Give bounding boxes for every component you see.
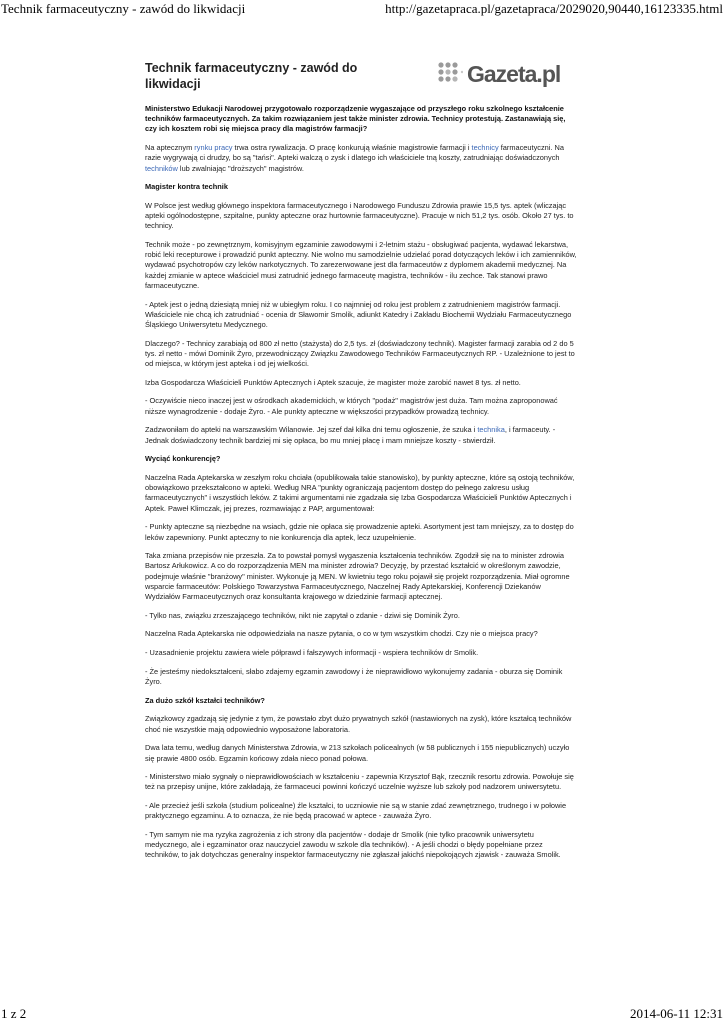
paragraph: Taka zmiana przepisów nie przeszła. Za to powstał pomysł wygaszenia kształcenia techników. Zgodził się na to minister zdrowia Bartosz Arłukowicz. A co do rozporządzenia MEN ma minister zdrowia? Decyzję, by przestać kształcić w określonym zawodzie, podejmuje właśnie "branżowy" minister. Wykonuje ją MEN. W kwietniu tego roku pojawił się projekt rozporządzenia. Miał ogromne wsparcie farmaceutów: Polskiego Towarzystwa Farmaceutycznego, Naczelnej Rady Aptekarskiej, Konferencji Dziekanów Wydziałów Farmaceutycznych oraz konsultanta krajowego w dziedzinie farmacji aptecznej. [145,551,570,602]
paragraph: - Aptek jest o jedną dziesiątą mniej niż w ubiegłym roku. I co najmniej od roku jest problem z zatrudnieniem magistrów farmacji. Właściciele nie chcą ich zatrudniać - ocenia dr Sławomir Smolik, adiunkt Katedry i Zakładu Biochemii Wydziału Farmaceutycznego Śląskiego Uniwersytetu Medycznego. [145,299,572,329]
link-technicy[interactable]: technicy [471,143,499,153]
paragraph: - Tym samym nie ma ryzyka zagrożenia z ich strony dla pacjentów - dodaje dr Smolik (nie tylko pracownik uniwersytetu medycznego, ale i egzaminator oraz nauczyciel zawodu w szkole dla techników). - A jeśli chodzi o błędy popełniane przez techników, to jak dotychczas generalny inspektor farmaceutyczny nie zgłaszał jakichś niepokojących zjawisk - zauważa Smolik. [145,830,561,860]
section-heading: Magister kontra technik [145,182,228,192]
print-datetime: 2014-06-11 12:31 [629,1006,723,1021]
section-heading: Za dużo szkół kształci techników? [145,695,265,705]
paragraph: Związkowcy zgadzają się jedynie z tym, że powstało zbyt dużo prywatnych szkół (nastawionych na zysk), które kształcą techników choć nie wszystkie mają odpowiednio wyposażone laboratoria. [145,714,572,734]
print-header [0,0,724,20]
print-header-url: http://gazetapraca.pl/gazetapraca/2029020,90440,16123335.html [385,1,723,16]
paragraph: - Uzasadnienie projektu zawiera wiele półprawd i fałszywych informacji - wspiera techników dr Smolik. [145,648,479,658]
paragraph: Zadzwoniłam do apteki na warszawskim Wilanowie. Jej szef dał kilka dni temu ogłoszenie, że szuka i technika, i farmaceuty. - Jednak doświadczony technik bardziej mi się opłaca, bo mu mniej płacę i mam mniejsze koszty - stwierdził. [145,425,556,445]
paragraph: Na aptecznym rynku pracy trwa ostra rywalizacja. O pracę konkurują właśnie magistrowie farmacji i technicy farmaceutyczni. Na razie wygrywają ci drudzy, bo są "tańsi". Apteki walczą o zysk i dlatego ich właściciele tną koszty, zatrudniając doświadczonych techników lub zwalniając "droższych" magistrów. [145,143,564,173]
paragraph: W Polsce jest według głównego inspektora farmaceutycznego i Narodowego Funduszu Zdrowia prawie 15,5 tys. aptek (wliczając apteki ogólnodostępne, szpitalne, punkty apteczne oraz hurtownie farmaceutyczne). Pracuje w nich 51,2 tys. osób. Około 27 tys. to technicy. [145,200,574,231]
article [145,60,577,869]
paragraph: - Tylko nas, związku zrzeszającego techników, nikt nie zapytał o zdanie - dziwi się Dominik Żyro. [145,610,460,620]
dots-logo-icon [437,61,463,87]
article-lead: Ministerstwo Edukacji Narodowej przygotowało rozporządzenie wygaszające od przyszłego roku szkolnego kształcenie techników farmaceutycznych. Za takim rozwiązaniem jest także minister zdrowia. Technicy protestują. Zastanawiają się, czy ich kosztem robi się miejsca pracy dla magistrów farmacji? [145,104,566,134]
paragraph: Izba Gospodarcza Właścicieli Punktów Aptecznych i Aptek szacuje, że magister może zarobić nawet 8 tys. zł netto. [145,377,521,387]
paragraph: - Ale przecież jeśli szkoła (studium policealne) źle kształci, to uczniowie nie są w stanie zdać zewnętrznego, trudnego i w połowie praktycznego egzaminu. A to oznacza, że nie będą pracować w aptece - zauważa Żyro. [145,801,567,821]
paragraph: Dwa lata temu, według danych Ministerstwa Zdrowia, w 213 szkołach policealnych (w 58 publicznych i 155 niepublicznych) uczyło się prawie 4800 osób. Egzamin końcowy zdała nieco ponad połowa. [145,743,570,763]
title-row [145,60,577,98]
paragraph: - Że jesteśmy niedokształceni, słabo zdajemy egzamin zawodowy i że nieprawidłowo wykonujemy zadania - oburza się Dominik Żyro. [145,666,563,687]
link-rynku-pracy[interactable]: rynku pracy [194,143,233,153]
logo-text: Gazeta.pl [467,61,561,87]
paragraph: Naczelna Rada Aptekarska nie odpowiedziała na nasze pytania, o co w tym wszystkim chodzi. Czy nie o miejsca pracy? [145,629,538,639]
page-number: 1 z 2 [1,1006,27,1021]
link-technikow[interactable]: techników [145,163,178,173]
paragraph: - Punkty apteczne są niezbędne na wsiach, gdzie nie opłaca się prowadzenie apteki. Asortyment jest tam mniejszy, za to dostęp do leków zapewniony. Punkt apteczny to nie konkurencja dla aptek, lecz uzupełnienie. [145,522,574,542]
paragraph: Naczelna Rada Aptekarska w zeszłym roku chciała (opublikowała takie stanowisko), by punkty apteczne, które są ostoją techników, obowiązkowo przekształcono w apteki. Według NRA "punkty ograniczają pacjentom dostęp do pełnego zakresu usług farmaceutycznych" i wszystkich leków. Z takimi argumentami nie zgadzała się Izba Gospodarcza Właścicieli Punktów Aptecznych i Aptek. Paweł Klimczak, jej prezes, rozmawiając z PAP, argumentował: [145,472,575,513]
paragraph: - Ministerstwo miało sygnały o nieprawidłowościach w kształceniu - zapewnia Krzysztof Bąk, rzecznik resortu zdrowia. Powołuje się też na przepisy unijne, które zakładają, że farmaceuci powinni kończyć uczelnie wyższe lub szkoły pod nadzorem uniwersytetu. [145,772,574,792]
section-heading: Wyciąć konkurencję? [145,454,221,464]
paragraph: Dlaczego? - Technicy zarabiają od 800 zł netto (stażysta) do 2,5 tys. zł (doświadczony technik). Magister farmacji zarabia od 2 do 5 tys. zł netto - mówi Dominik Żyro, przewodniczący Związku Zawodowego Techników Farmaceutycznych RP. - Uzależnione to jest to od miejsca, w którym jest apteka i od jej wielkości. [145,338,575,369]
gazeta-logo[interactable] [437,60,577,88]
article-title: Technik farmaceutyczny - zawód do likwidacji [145,61,358,91]
print-footer [0,1006,724,1024]
paragraph: Technik może - po zewnętrznym, komisyjnym egzaminie zawodowymi i 2-letnim stażu - obsługiwać pacjenta, wydawać lekarstwa, robić leki recepturowe i prowadzić punkt apteczny. Nie wolno mu samodzielnie udzielać porad dotyczących leków i ich zamienników, wydawać psychotropów czy leków narkotycznych. To zarezerwowane jest dla farmaceutów z dyplomem akademii medycznej. Na każdej zmianie w aptece właściciel musi zatrudnić jednego farmaceutę magistra, techników - ilu zechce. Tak stanowi prawo farmaceutyczne. [145,240,577,290]
paragraph: - Oczywiście nieco inaczej jest w ośrodkach akademickich, w których "podaż" magistrów jest duża. Tam można zaproponować niższe wynagrodzenie - dodaje Żyro. - Ale punkty apteczne w większości przypadków prowadzą technicy. [145,396,558,416]
print-header-title: Technik farmaceutyczny - zawód do likwidacji [1,1,246,16]
link-technika[interactable]: technika [477,425,505,435]
